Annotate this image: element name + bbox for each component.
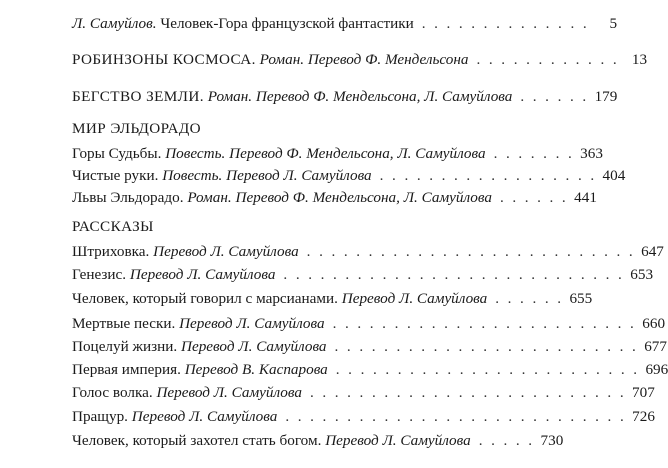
- toc-entry-desc: Перевод Л. Самуйлова: [131, 408, 278, 425]
- dot-leader: . . . . . . . . . . . . . . . . . . . . . . . . . . . .: [285, 408, 627, 425]
- toc-entry: [72, 359, 668, 381]
- toc-entry-title: Мертвые пески.: [72, 315, 176, 332]
- toc-entry-text: [72, 49, 469, 71]
- dot-leader: . . . . . . . . . . . . . . . . . . . . . . . . . . .: [306, 243, 636, 260]
- toc-entry-text: [72, 13, 414, 35]
- toc-entry-text: [72, 382, 302, 404]
- dot-leader: . . . . . . . . . . . . . . . . . . . . . . . . .: [334, 338, 639, 355]
- toc-entry-title: РОБИНЗОНЫ КОСМОСА.: [72, 51, 256, 68]
- toc-entry-title: БЕГСТВО ЗЕМЛИ.: [72, 88, 204, 105]
- toc-entry-preface: [72, 13, 618, 35]
- toc-entry-text: [72, 288, 487, 310]
- toc-page-number: 730: [540, 432, 564, 449]
- toc-entry-desc: Перевод Л. Самуйлова: [325, 432, 471, 449]
- toc-entry-title: Поцелуй жизни.: [72, 338, 178, 355]
- dot-leader: . . . . . . . . . . . . . .: [421, 15, 590, 32]
- toc-entry-desc: Перевод Л. Самуйлова: [153, 243, 299, 260]
- toc-entry-title: Человек, который захотел стать богом.: [72, 432, 322, 449]
- section-heading-eldorado: МИР ЭЛЬДОРАДО: [72, 120, 202, 137]
- toc-entry-desc: Перевод Л. Самуйлова: [181, 338, 327, 355]
- toc-page-number: 726: [632, 408, 655, 425]
- toc-entry: [72, 143, 603, 165]
- dot-leader: . . . . . . . . . . . . . . . . . . . . . . . . . . . .: [283, 266, 625, 283]
- dot-leader: . . . . . . . . . . . .: [476, 51, 620, 68]
- toc-entry-desc: Повесть. Перевод Ф. Мендельсона, Л. Самуйлова: [165, 145, 486, 162]
- toc-page-number: 13: [631, 51, 648, 68]
- toc-entry-text: [72, 86, 512, 108]
- toc-entry-text: [72, 406, 277, 428]
- toc-entry-title: Голос волка.: [72, 384, 153, 401]
- toc-entry-desc: Перевод Л. Самуйлова: [129, 266, 276, 283]
- toc-page-number: 404: [602, 167, 626, 184]
- toc-entry: [72, 430, 564, 452]
- toc-entry-text: [72, 165, 372, 187]
- toc-page-number: 707: [632, 384, 655, 401]
- toc-entry-desc: Перевод Л. Самуйлова: [179, 315, 325, 332]
- toc-entry: [72, 165, 626, 187]
- toc-entry-desc: Роман. Перевод Ф. Мендельсона, Л. Самуйлова: [187, 189, 492, 206]
- dot-leader: . . . . . . .: [493, 145, 575, 162]
- toc-entry-title: Первая империя.: [72, 361, 181, 378]
- toc-page-number: 5: [609, 15, 618, 32]
- toc-page-number: 441: [574, 189, 597, 206]
- toc-entry-robinsons: [72, 49, 648, 71]
- toc-page-number: 363: [580, 145, 603, 162]
- dot-leader: . . . . . .: [495, 290, 564, 307]
- toc-entry-desc: Человек-Гора французской фантастики: [160, 15, 414, 32]
- dot-leader: . . . . . .: [520, 88, 589, 105]
- toc-entry-text: [72, 143, 486, 165]
- toc-page-number: 677: [644, 338, 667, 355]
- toc-entry-text: [72, 241, 299, 263]
- toc-entry-author: Л. Самуйлов.: [72, 15, 157, 32]
- dot-leader: . . . . . . . . . . . . . . . . . . . . . . . . . .: [309, 384, 627, 401]
- toc-entry-text: [72, 430, 471, 452]
- toc-entry-title: Львы Эльдорадо.: [72, 189, 184, 206]
- toc-page-number: 179: [594, 88, 618, 105]
- toc-entry: [72, 382, 655, 404]
- dot-leader: . . . . . . . . . . . . . . . . . .: [379, 167, 597, 184]
- section-heading-stories: РАССКАЗЫ: [72, 218, 154, 235]
- toc-entry-title: Штриховка.: [72, 243, 150, 260]
- toc-entry: [72, 241, 664, 263]
- toc-entry-desc: Перевод Л. Самуйлова: [341, 290, 488, 307]
- toc-page-number: 660: [642, 315, 666, 332]
- dot-leader: . . . . . .: [499, 189, 569, 206]
- toc-page-number: 653: [630, 266, 654, 283]
- toc-entry-title: Человек, который говорил с марсианами.: [72, 290, 338, 307]
- toc-entry: [72, 406, 655, 428]
- toc-page-number: 696: [645, 361, 668, 378]
- toc-page-number: 655: [569, 290, 593, 307]
- toc-entry-text: [72, 359, 328, 381]
- toc-entry-title: Горы Судьбы.: [72, 145, 162, 162]
- toc-entry-title: Чистые руки.: [72, 167, 159, 184]
- toc-entry-text: [72, 187, 492, 209]
- toc-entry-desc: Перевод В. Каспарова: [184, 361, 328, 378]
- toc-page-number: 647: [641, 243, 664, 260]
- toc-entry-desc: Роман. Перевод Ф. Мендельсона: [259, 51, 469, 68]
- toc-entry: [72, 264, 654, 286]
- dot-leader: . . . . . . . . . . . . . . . . . . . . . . . . .: [335, 361, 640, 378]
- toc-entry-desc: Перевод Л. Самуйлова: [156, 384, 302, 401]
- toc-entry-text: [72, 264, 275, 286]
- dot-leader: . . . . .: [478, 432, 535, 449]
- toc-entry-desc: Роман. Перевод Ф. Мендельсона, Л. Самуйлова: [207, 88, 513, 105]
- toc-entry: [72, 288, 593, 310]
- toc-entry-title: Пращур.: [72, 408, 128, 425]
- toc-entry-flight: [72, 86, 618, 108]
- toc-entry: [72, 313, 666, 335]
- toc-entry-text: [72, 336, 327, 358]
- toc-entry: [72, 187, 597, 209]
- toc-entry-desc: Повесть. Перевод Л. Самуйлова: [162, 167, 372, 184]
- toc-entry-text: [72, 313, 325, 335]
- toc-entry-title: Генезис.: [72, 266, 127, 283]
- dot-leader: . . . . . . . . . . . . . . . . . . . . . . . . .: [332, 315, 637, 332]
- toc-entry: [72, 336, 667, 358]
